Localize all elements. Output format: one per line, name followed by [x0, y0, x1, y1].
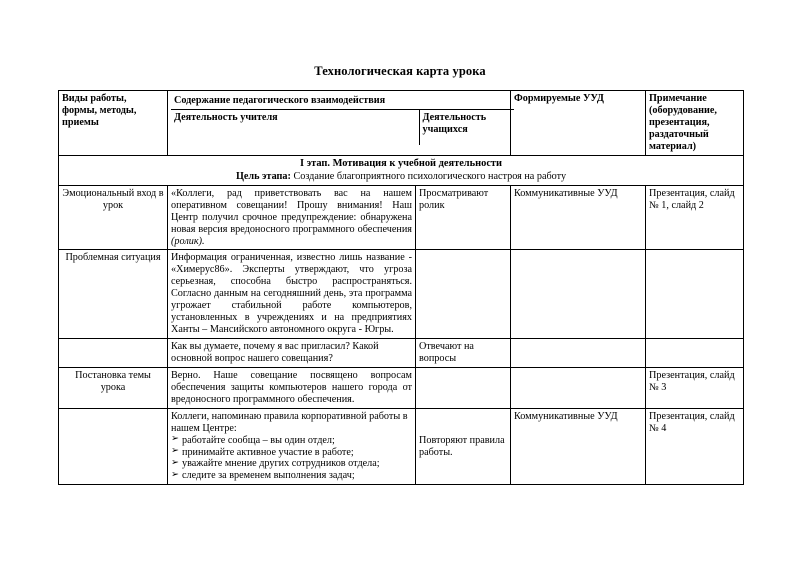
lesson-technology-map-table	[58, 90, 744, 485]
header-cell-content-group	[168, 91, 511, 156]
cell-method	[59, 339, 168, 368]
cell-student-activity	[416, 367, 511, 408]
cell-method: Постановка темы урока	[59, 367, 168, 408]
header-label-pedagogical-interaction: Содержание педагогического взаимодействия	[171, 93, 514, 109]
header-cell-uud: Формируемые УУД	[511, 91, 646, 156]
header-label-student-activity: Деятельность учащихся	[422, 111, 487, 135]
arrow-bullet-icon: ➢	[171, 457, 179, 468]
cell-note: Презентация, слайд № 3	[646, 367, 744, 408]
arrow-bullet-icon: ➢	[171, 446, 179, 457]
cell-method: Эмоциональный вход в урок	[59, 185, 168, 250]
header-cell-note: Примечание (оборудование, презентация, раздаточный материал)	[646, 91, 744, 156]
stage-goal-label: Цель этапа:	[235, 170, 291, 182]
cell-student-activity: Повторяют правила работы.	[416, 408, 511, 485]
header-label-teacher-activity: Деятельность учителя	[171, 109, 419, 145]
table-row	[59, 185, 744, 250]
list-item-label: следите за временем выполнения задач;	[182, 470, 355, 482]
cell-student-activity: Отвечают на вопросы	[416, 339, 511, 368]
cell-method: Проблемная ситуация	[59, 250, 168, 339]
stage-title: I этап. Мотивация к учебной деятельности	[299, 157, 503, 169]
teacher-text-italic: (ролик).	[171, 235, 205, 247]
cell-student-activity: Просматривают ролик	[416, 185, 511, 250]
table-row	[59, 367, 744, 408]
stage-goal	[62, 171, 740, 183]
cell-uud: Коммуникативные УУД	[511, 408, 646, 485]
cell-note: Презентация, слайд № 4	[646, 408, 744, 485]
list-item-label: уважайте мнение других сотрудников отдела;	[182, 458, 380, 470]
list-item	[171, 458, 412, 470]
table-row	[59, 250, 744, 339]
cell-uud	[511, 367, 646, 408]
list-item-label: принимайте активное участие в работе;	[182, 446, 354, 458]
cell-note	[646, 339, 744, 368]
page-title: Технологическая карта урока	[314, 64, 486, 78]
arrow-bullet-icon: ➢	[171, 434, 179, 445]
cell-teacher-activity: Как вы думаете, почему я вас пригласил? Какой основной вопрос нашего совещания?	[168, 339, 416, 368]
stage-banner-cell	[59, 155, 744, 185]
cell-student-activity	[416, 250, 511, 339]
table-row	[59, 339, 744, 368]
cell-note	[646, 250, 744, 339]
header-cell-methods: Виды работы, формы, методы, приемы	[59, 91, 168, 156]
teacher-rules-list	[171, 435, 412, 483]
stage-goal-text: Создание благоприятного психологического настроя на работу	[293, 170, 567, 182]
arrow-bullet-icon: ➢	[171, 469, 179, 480]
table-header-row	[59, 91, 744, 156]
list-item	[171, 435, 412, 447]
cell-note: Презентация, слайд № 1, слайд 2	[646, 185, 744, 250]
teacher-rules-intro: Коллеги, напоминаю правила корпоративной работы в нашем Центре:	[171, 410, 408, 434]
list-item-label: работайте сообща – вы один отдел;	[182, 434, 335, 446]
cell-uud	[511, 250, 646, 339]
cell-teacher-activity: Верно. Наше совещание посвящено вопросам обеспечения защиты компьютеров нашего города от вредоносного программного обеспечения.	[168, 367, 416, 408]
cell-teacher-activity: Информация ограниченная, известно лишь название - «Химерус86». Эксперты утверждают, что угроза серьезная, способна быстро распространяться. Согласно данным на сегодняшний день, эта программа угрожает стабильной работе компьютеров, установленных в учреждениях и на предприятиях Ханты – Мансийского автономного округа - Югры.	[168, 250, 416, 339]
cell-uud	[511, 339, 646, 368]
cell-uud: Коммуникативные УУД	[511, 185, 646, 250]
cell-teacher-activity	[168, 185, 416, 250]
list-item	[171, 470, 412, 482]
table-row	[59, 408, 744, 485]
cell-teacher-activity	[168, 408, 416, 485]
cell-method	[59, 408, 168, 485]
stage-banner-row	[59, 155, 744, 185]
teacher-text: «Коллеги, рад приветствовать вас на нашем оперативном совещании! Прошу внимания! Наш Центр получил срочное предупреждение: обнаружена новая версия вредоносного программного обеспечения	[171, 187, 412, 235]
list-item	[171, 447, 412, 459]
